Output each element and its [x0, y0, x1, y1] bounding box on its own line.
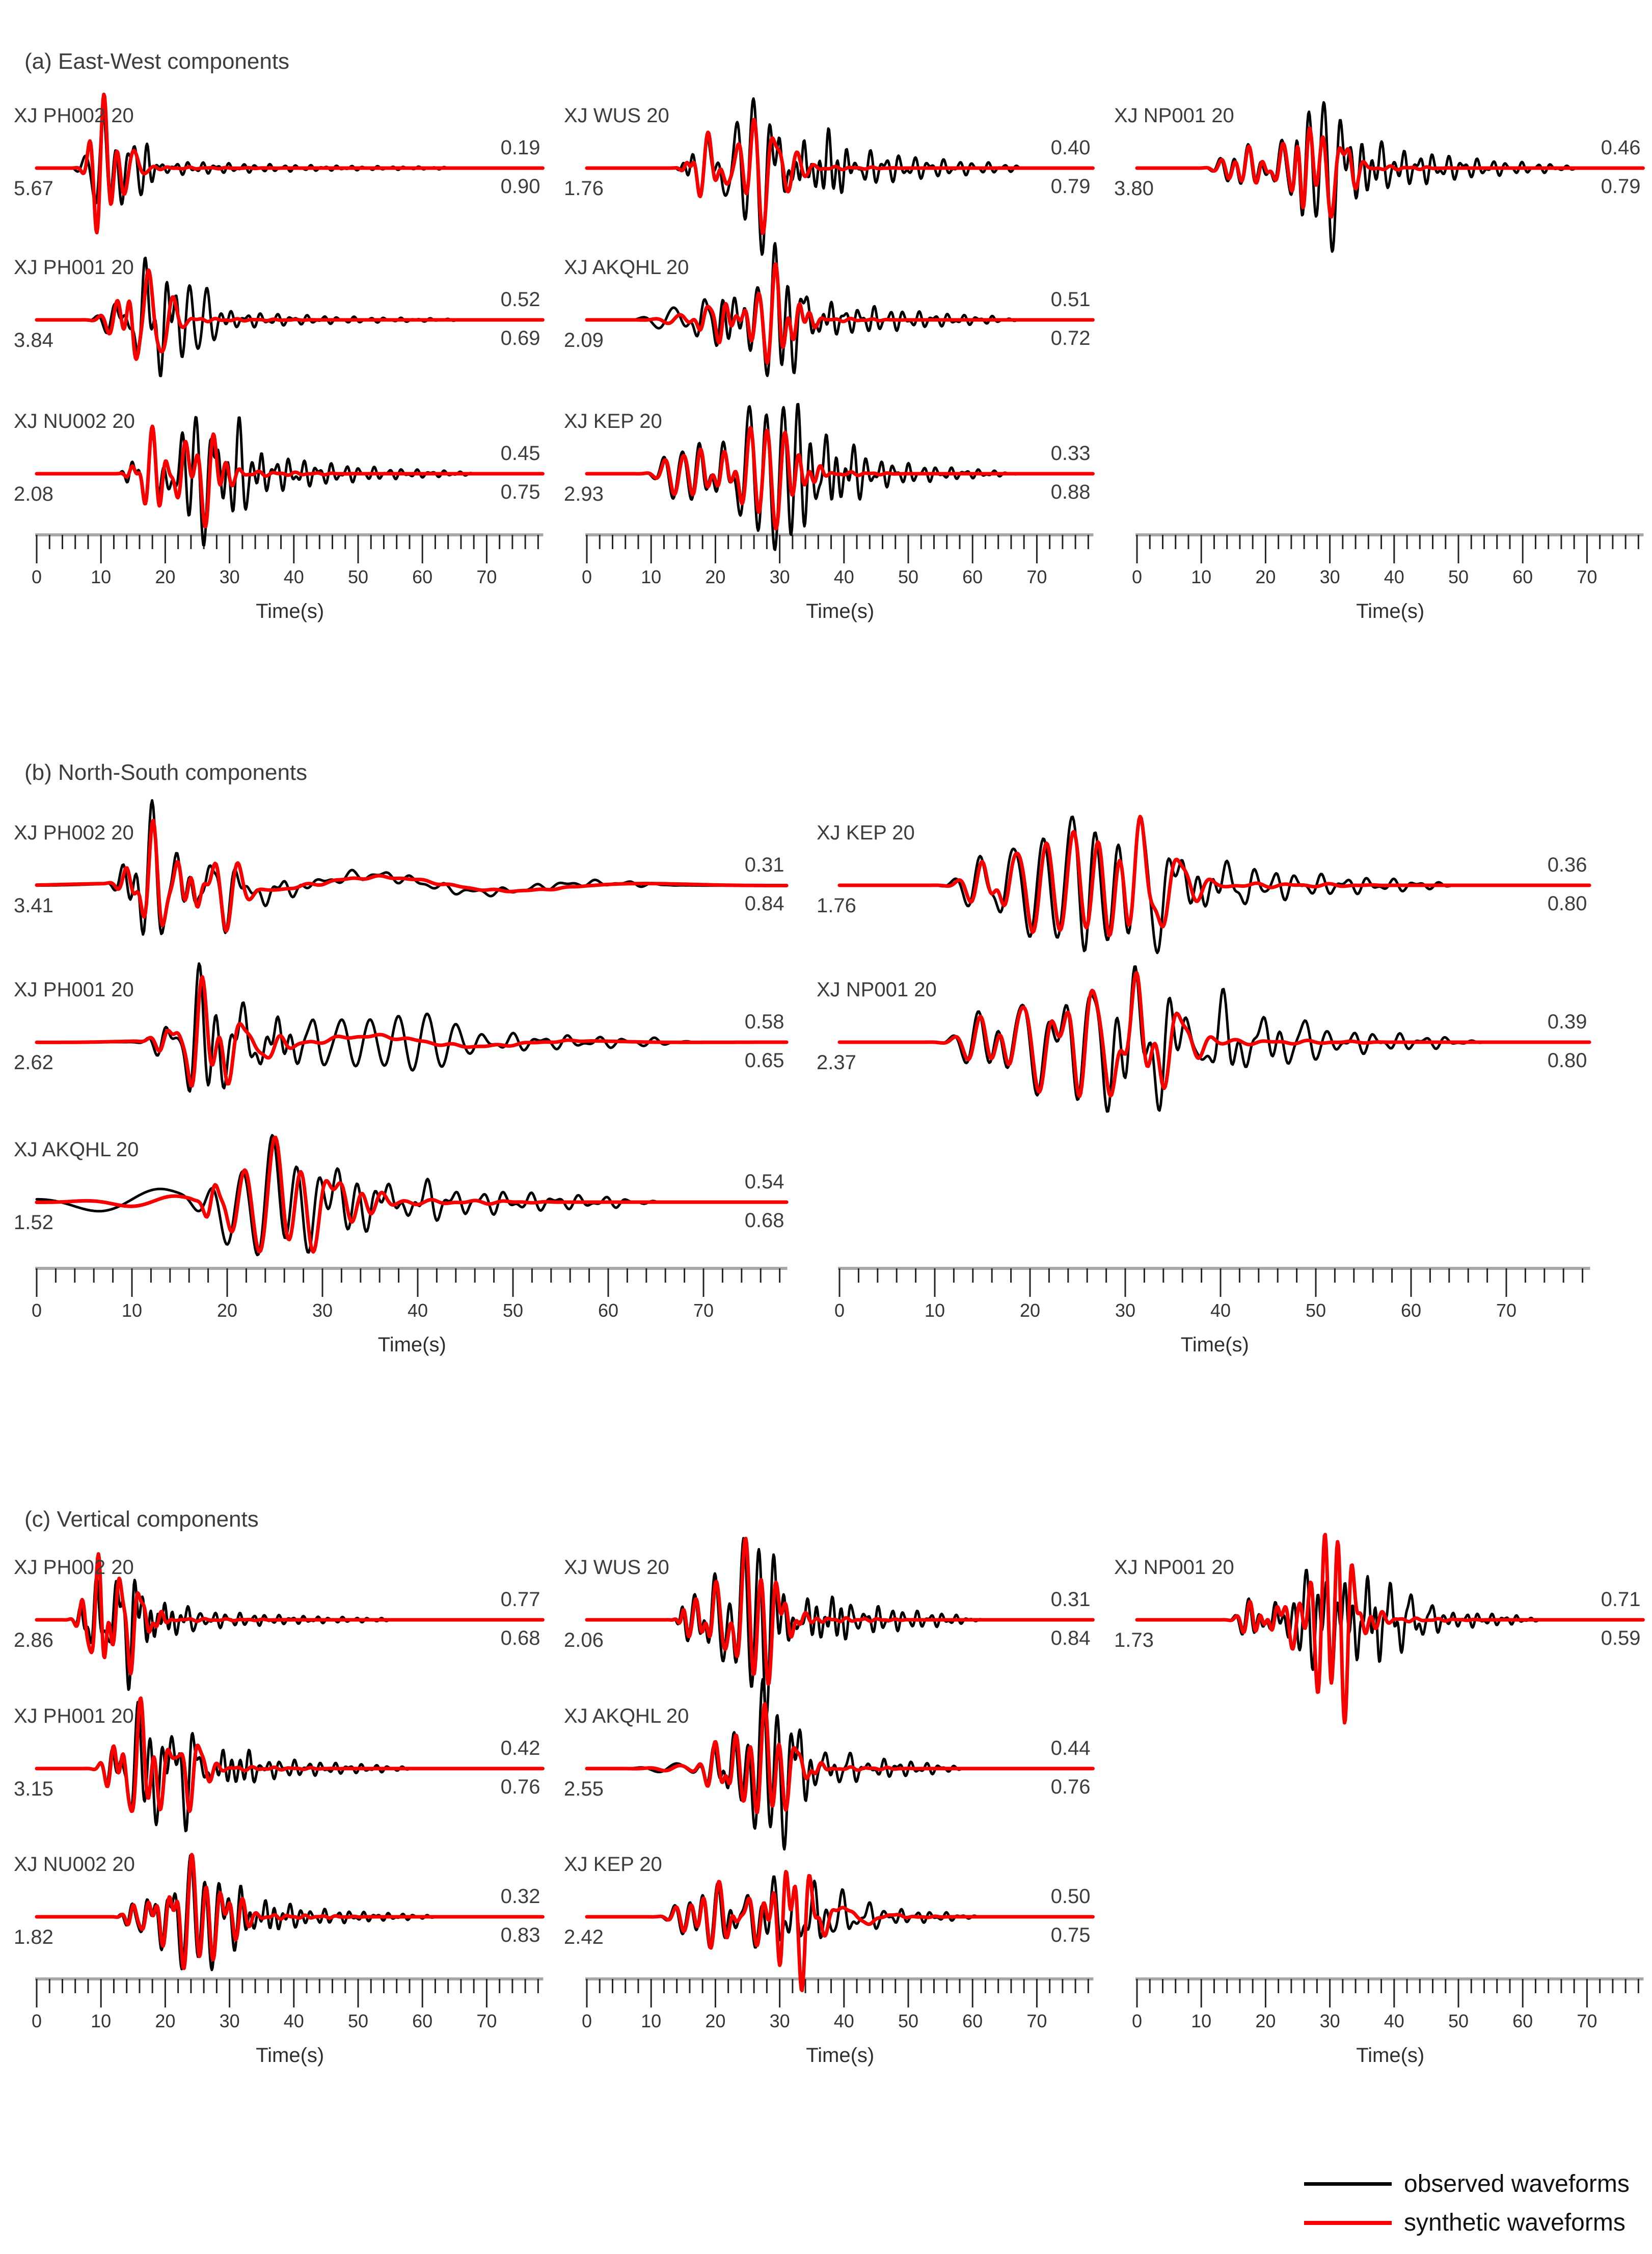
- axis-tick-label: 70: [476, 566, 497, 587]
- station-label: XJ PH002 20: [14, 104, 134, 127]
- station-label: XJ PH002 20: [14, 1556, 134, 1579]
- amplitude-value: 2.09: [564, 329, 604, 351]
- axis-tick-label: 60: [412, 2011, 433, 2031]
- axis-tick-label: 40: [1384, 566, 1404, 587]
- axis-tick-label: 20: [155, 2011, 176, 2031]
- fit-upper-value: 0.71: [1601, 1588, 1641, 1611]
- fit-upper-value: 0.19: [500, 137, 540, 159]
- axis-tick-label: 50: [1448, 566, 1469, 587]
- fit-upper-value: 0.40: [1050, 137, 1091, 159]
- axis-tick-label: 50: [347, 566, 369, 587]
- axis-tick-label: 60: [962, 2011, 983, 2031]
- axis-tick-label: 40: [833, 2011, 854, 2031]
- trace-b-xj-akqhl-20: [37, 1135, 787, 1255]
- axis-xlabel: Time(s): [1356, 600, 1425, 622]
- fit-lower-value: 0.88: [1050, 481, 1091, 503]
- axis-tick-label: 50: [1305, 1300, 1326, 1321]
- legend-observed-row: [1304, 2170, 1630, 2198]
- axis-tick-label: 0: [581, 566, 592, 587]
- station-label: XJ PH002 20: [14, 822, 134, 844]
- fit-upper-value: 0.58: [744, 1011, 784, 1033]
- trace-a-xj-kep-20: [587, 404, 1093, 550]
- fit-lower-value: 0.83: [500, 1924, 540, 1946]
- axis-tick-label: 10: [121, 1300, 143, 1321]
- amplitude-value: 2.86: [14, 1629, 53, 1651]
- axis-tick-label: 10: [641, 2011, 662, 2031]
- axis-xlabel: Time(s): [1180, 1334, 1249, 1356]
- time-axis: [35, 535, 543, 563]
- axis-xlabel: Time(s): [377, 1334, 446, 1356]
- axis-tick-label: 30: [1319, 566, 1340, 587]
- station-label: XJ NU002 20: [14, 410, 135, 432]
- axis-tick-label: 10: [641, 566, 662, 587]
- station-label: XJ NP001 20: [817, 979, 937, 1001]
- axis-tick-label: 70: [1026, 566, 1047, 587]
- fit-upper-value: 0.39: [1547, 1011, 1587, 1033]
- fit-lower-value: 0.84: [1050, 1627, 1091, 1649]
- station-label: XJ KEP 20: [817, 822, 915, 844]
- axis-tick-label: 40: [1384, 2011, 1404, 2031]
- fit-lower-value: 0.80: [1547, 892, 1587, 915]
- axis-tick-label: 70: [693, 1300, 714, 1321]
- synthetic-waveform-path: [37, 426, 543, 527]
- amplitude-value: 1.76: [564, 177, 604, 200]
- axis-tick-label: 30: [1319, 2011, 1340, 2031]
- axis-tick-label: 0: [581, 2011, 592, 2031]
- axis-tick-label: 0: [31, 566, 42, 587]
- axis-tick-label: 60: [412, 566, 433, 587]
- legend-observed-label: observed waveforms: [1404, 2170, 1630, 2197]
- axis-tick-label: 10: [91, 566, 112, 587]
- axis-tick-label: 30: [769, 566, 790, 587]
- axis-tick-label: 0: [31, 1300, 42, 1321]
- axis-tick-label: 70: [1577, 566, 1597, 587]
- fit-lower-value: 0.75: [500, 481, 540, 503]
- axis-tick-label: 0: [834, 1300, 845, 1321]
- axis-xlabel: Time(s): [806, 2044, 875, 2067]
- panel-b-title: (b) North-South components: [24, 760, 308, 785]
- axis-xlabel: Time(s): [1356, 2044, 1425, 2067]
- axis-tick-label: 0: [1131, 566, 1143, 587]
- amplitude-value: 1.76: [817, 894, 856, 917]
- fit-lower-value: 0.75: [1050, 1924, 1091, 1946]
- axis-tick-label: 60: [962, 566, 983, 587]
- fit-upper-value: 0.52: [500, 288, 540, 311]
- time-axis: [838, 1268, 1590, 1297]
- fit-upper-value: 0.51: [1050, 288, 1091, 311]
- time-axis: [585, 535, 1093, 563]
- amplitude-value: 2.08: [14, 483, 53, 505]
- axis-tick-label: 10: [924, 1300, 945, 1321]
- trace-b-xj-ph002-20: [37, 800, 787, 934]
- amplitude-value: 1.52: [14, 1211, 53, 1234]
- amplitude-value: 1.82: [14, 1926, 53, 1948]
- axis-tick-label: 40: [283, 2011, 304, 2031]
- station-label: XJ NP001 20: [1114, 104, 1234, 127]
- station-label: XJ WUS 20: [564, 1556, 669, 1579]
- fit-lower-value: 0.84: [744, 892, 784, 915]
- axis-tick-label: 60: [1400, 1300, 1422, 1321]
- amplitude-value: 2.06: [564, 1629, 604, 1651]
- axis-tick-label: 50: [898, 2011, 919, 2031]
- axis-tick-label: 20: [155, 566, 176, 587]
- amplitude-value: 3.15: [14, 1778, 53, 1800]
- amplitude-value: 2.37: [817, 1051, 856, 1074]
- axis-tick-label: 40: [283, 566, 304, 587]
- amplitude-value: 2.62: [14, 1051, 53, 1074]
- station-label: XJ AKQHL 20: [564, 256, 689, 279]
- legend-synthetic-row: [1304, 2209, 1626, 2237]
- axis-tick-label: 30: [219, 2011, 240, 2031]
- axis-tick-label: 70: [1496, 1300, 1517, 1321]
- axis-tick-label: 60: [598, 1300, 619, 1321]
- axis-tick-label: 20: [705, 566, 726, 587]
- axis-tick-label: 70: [476, 2011, 497, 2031]
- axis-tick-label: 20: [705, 2011, 726, 2031]
- fit-lower-value: 0.69: [500, 327, 540, 349]
- fit-upper-value: 0.54: [744, 1171, 784, 1193]
- axis-tick-label: 40: [407, 1300, 428, 1321]
- axis-tick-label: 40: [833, 566, 854, 587]
- axis-tick-label: 10: [1191, 2011, 1212, 2031]
- trace-b-xj-kep-20: [839, 817, 1589, 953]
- fit-lower-value: 0.76: [1050, 1776, 1091, 1798]
- axis-tick-label: 20: [1255, 566, 1276, 587]
- fit-lower-value: 0.79: [1050, 175, 1091, 198]
- axis-tick-label: 50: [898, 566, 919, 587]
- axis-tick-label: 30: [219, 566, 240, 587]
- fit-upper-value: 0.46: [1601, 137, 1641, 159]
- time-axis: [1135, 1979, 1643, 2007]
- station-label: XJ NU002 20: [14, 1853, 135, 1876]
- fit-lower-value: 0.65: [744, 1049, 784, 1072]
- observed-waveform-path: [37, 964, 787, 1092]
- station-label: XJ WUS 20: [564, 104, 669, 127]
- fit-upper-value: 0.44: [1050, 1737, 1091, 1759]
- axis-tick-label: 50: [347, 2011, 369, 2031]
- station-label: XJ AKQHL 20: [564, 1705, 689, 1727]
- axis-tick-label: 50: [1448, 2011, 1469, 2031]
- amplitude-value: 3.80: [1114, 177, 1154, 200]
- fit-lower-value: 0.59: [1601, 1627, 1641, 1649]
- axis-tick-label: 20: [1019, 1300, 1041, 1321]
- panel-a-title: (a) East-West components: [24, 49, 290, 74]
- fit-upper-value: 0.36: [1547, 854, 1587, 876]
- axis-tick-label: 0: [1131, 2011, 1143, 2031]
- axis-xlabel: Time(s): [256, 2044, 324, 2067]
- axis-tick-label: 40: [1210, 1300, 1231, 1321]
- synthetic-waveform-path: [839, 973, 1589, 1097]
- amplitude-value: 1.73: [1114, 1629, 1154, 1651]
- panel-c-title: (c) Vertical components: [24, 1507, 259, 1532]
- legend-synthetic-label: synthetic waveforms: [1404, 2209, 1626, 2236]
- station-label: XJ KEP 20: [564, 1853, 662, 1876]
- axis-tick-label: 60: [1512, 566, 1533, 587]
- time-axis: [585, 1979, 1093, 2007]
- fit-upper-value: 0.32: [500, 1885, 540, 1908]
- amplitude-value: 2.93: [564, 483, 604, 505]
- fit-lower-value: 0.80: [1547, 1049, 1587, 1072]
- station-label: XJ PH001 20: [14, 979, 134, 1001]
- fit-lower-value: 0.68: [744, 1209, 784, 1232]
- station-label: XJ KEP 20: [564, 410, 662, 432]
- fit-upper-value: 0.42: [500, 1737, 540, 1759]
- axis-tick-label: 70: [1026, 2011, 1047, 2031]
- axis-tick-label: 60: [1512, 2011, 1533, 2031]
- axis-xlabel: Time(s): [256, 600, 324, 622]
- axis-tick-label: 10: [1191, 566, 1212, 587]
- fit-upper-value: 0.50: [1050, 1885, 1091, 1908]
- axis-tick-label: 70: [1577, 2011, 1597, 2031]
- station-label: XJ AKQHL 20: [14, 1138, 139, 1161]
- fit-lower-value: 0.76: [500, 1776, 540, 1798]
- axis-tick-label: 20: [216, 1300, 238, 1321]
- axis-xlabel: Time(s): [806, 600, 875, 622]
- axis-tick-label: 10: [91, 2011, 112, 2031]
- axis-tick-label: 30: [1115, 1300, 1136, 1321]
- station-label: XJ NP001 20: [1114, 1556, 1234, 1579]
- fit-lower-value: 0.68: [500, 1627, 540, 1649]
- fit-upper-value: 0.31: [1050, 1588, 1091, 1611]
- amplitude-value: 3.84: [14, 329, 53, 351]
- fit-upper-value: 0.31: [744, 854, 784, 876]
- fit-upper-value: 0.77: [500, 1588, 540, 1611]
- station-label: XJ PH001 20: [14, 256, 134, 279]
- fit-upper-value: 0.33: [1050, 442, 1091, 465]
- observed-line-sample: [1304, 2182, 1392, 2186]
- trace-b-xj-np001-20: [839, 967, 1589, 1111]
- fit-upper-value: 0.45: [500, 442, 540, 465]
- synthetic-waveform-path: [37, 1137, 787, 1252]
- trace-b-xj-ph001-20: [37, 964, 787, 1092]
- amplitude-value: 2.42: [564, 1926, 604, 1948]
- synthetic-line-sample: [1304, 2221, 1392, 2225]
- amplitude-value: 3.41: [14, 894, 53, 917]
- station-label: XJ PH001 20: [14, 1705, 134, 1727]
- axis-tick-label: 30: [312, 1300, 333, 1321]
- fit-lower-value: 0.72: [1050, 327, 1091, 349]
- synthetic-waveform-path: [839, 817, 1589, 936]
- observed-waveform-path: [37, 1135, 787, 1255]
- fit-lower-value: 0.90: [500, 175, 540, 198]
- axis-tick-label: 50: [502, 1300, 524, 1321]
- axis-tick-label: 0: [31, 2011, 42, 2031]
- time-axis: [35, 1268, 788, 1297]
- amplitude-value: 5.67: [14, 177, 53, 200]
- observed-waveform-path: [587, 404, 1093, 550]
- amplitude-value: 2.55: [564, 1778, 604, 1800]
- time-axis: [35, 1979, 543, 2007]
- axis-tick-label: 20: [1255, 2011, 1276, 2031]
- axis-tick-label: 30: [769, 2011, 790, 2031]
- fit-lower-value: 0.79: [1601, 175, 1641, 198]
- time-axis: [1135, 535, 1643, 563]
